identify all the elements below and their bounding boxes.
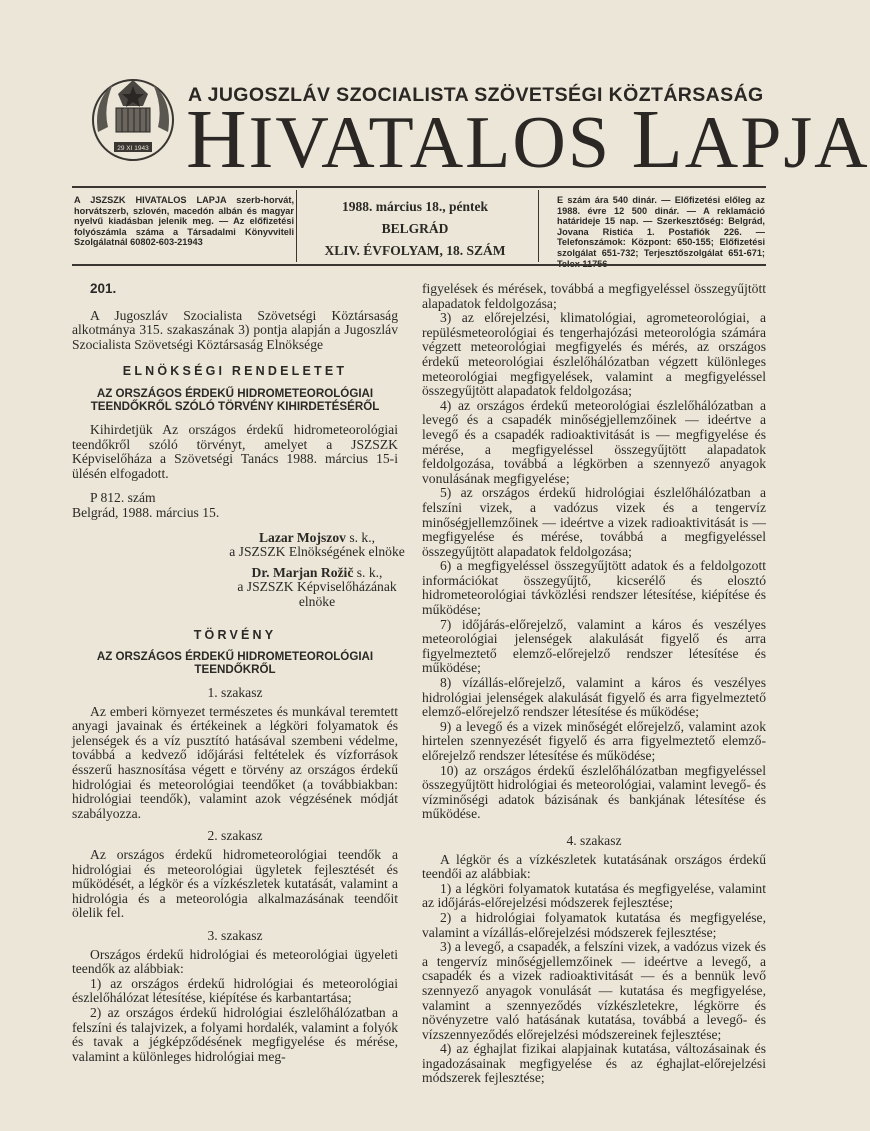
section-4-title: 4. szakasz <box>566 832 622 848</box>
signature-1 <box>222 531 412 560</box>
section-3-item-8: 8) vízállás-előrejelző, valamint a káros és veszélyes hidrológiai jelenségek alakulását figyelő és arra figyelmeztető elemző-előrejelző rendszer létesítése és működése; <box>422 675 766 720</box>
masthead-subtitle: A JUGOSZLÁV SZOCIALISTA SZÖVETSÉGI KÖZTÁRSASÁG <box>188 84 764 106</box>
signature-2 <box>222 566 412 610</box>
price-contact-info: E szám ára 540 dinár. — Előfizetési előleg az 1988. évre 12 500 dinár. — A reklamáció határideje 15 nap. — Szerkesztőség: Belgrád, Jovana Ristića 1. Postafiók 226. — Telefonszámok: Központ: 650-155; Előfizetési szolgálat 651-732; Terjesztőszolgálat 651-671; <box>557 195 765 258</box>
masthead-rule-top <box>72 186 766 188</box>
issue-city: BELGRÁD <box>381 221 449 236</box>
subscription-info: A JSZSZK HIVATALOS LAPJA szerb-horvát, horvátszerb, szlovén, macedón albán és magyar nyelvű kiadásban jelenik meg. — Az előfizetési folyószámla száma a Társadalmi Könyvviteli Szolgálatnál 60802-603-21943 <box>74 195 294 248</box>
issue-volume: XLIV. ÉVFOLYAM, 18. SZÁM <box>324 243 506 258</box>
emblem-date: 29 XI 1943 <box>117 145 149 152</box>
info-divider-right <box>538 190 539 262</box>
section-3-item-2: 2) az országos érdekű hidrológiai észlelőhálózatban a felszíni és talajvizek, a folyami hordalék, valamint a folyók és tavak a jégképződésének megfigyelése és mérése, valamint a különleges hidrológiai meg- <box>72 1004 398 1064</box>
masthead-rule-bottom <box>72 264 766 266</box>
decree-heading: ELNÖKSÉGI RENDELETET <box>122 364 348 379</box>
info-divider-left <box>296 190 297 262</box>
state-emblem-icon <box>88 72 178 164</box>
section-4-item-4: 4) az éghajlat fizikai alapjainak kutatása, változásainak és ingadozásainak megfigyelése és az éghajlat-előrejelzési módszerek fejlesztése; <box>422 1041 766 1086</box>
section-3-item-2-cont: figyelések és mérések, továbbá a megfigyeléssel összegyűjtött alapadatok feldolgozása; <box>422 281 766 311</box>
signature-2-role: a JSZSZK Képviselőházának elnöke <box>237 579 397 609</box>
title-initial-h: H <box>186 93 249 186</box>
signature-1-role: a JSZSZK Elnökségének elnöke <box>229 544 405 560</box>
section-4-item-2: 2) a hidrológiai folyamatok kutatása és megfigyelése, valamint a vízállás-előrejelzési módszerek fejlesztése; <box>422 909 766 940</box>
proclamation-paragraph: Kihirdetjük Az országos érdekű hidrometeorológiai teendőkről szóló törvényt, amelyet a JSZSZK Képviselőháza a Szövetségi Tanács 1988. március 15-i ülésén elfogadott. <box>72 421 398 481</box>
title-initial-l: L <box>631 93 685 186</box>
section-3-item-4: 4) az országos érdekű meteorológiai észlelőhálózatban a levegő és a csapadék minőségjellemzőinek — ideértve a levegő és a csapadék radioaktivitását is — megfigyelése és mérése, a megfigyeléssel összegyűjtött alapadatok feldolgozása, továbbá a légkörben a szennyező anyagok vonulásának megfigyelése; <box>422 397 766 486</box>
section-3-item-5: 5) az országos érdekű hidrológiai észlelőhálózatban a felszíni vizek, a vadózus vizek és a tengervíz minőségjellemzőinek — ideértve a vizek radioaktivitását is — megfigyelése és mérése, továbbá a megfigyeléssel összegyűjtött alapadatok feldolgozása; <box>422 485 766 559</box>
law-title: AZ ORSZÁGOS ÉRDEKŰ HIDROMETEOROLÓGIAI TEENDŐKRŐL <box>96 650 374 677</box>
title-part-1: IVATALOS <box>248 102 632 184</box>
section-3-item-1: 1) az országos érdekű hidrológiai és meteorológiai észlelőhálózat létesítése, kiépítése és karbantartása; <box>72 975 398 1006</box>
reference-number: P 812. szám <box>90 490 156 506</box>
law-heading: TÖRVÉNY <box>193 627 277 642</box>
section-3-title: 3. szakasz <box>207 928 263 943</box>
intro-paragraph: A Jugoszláv Szocialista Szövetségi Köztársaság alkotmánya 315. szakaszának 3) pontja alapján a Jugoszláv Szocialista Szövetségi Köztársaság Elnöksége <box>72 307 398 352</box>
act-number: 201. <box>90 281 117 296</box>
section-4-item-1: 1) a légköri folyamatok kutatása és megfigyelése, valamint az időjárás-előrejelzési módszerek fejlesztése; <box>422 880 766 911</box>
issue-info <box>300 196 530 262</box>
section-1-title: 1. szakasz <box>207 685 263 701</box>
section-4-text: A légkör és a vízkészletek kutatásának országos érdekű teendői az alábbiak: <box>422 851 766 882</box>
section-1-text: Az emberi környezet természetes és munkával teremtett anyagi javainak és értékeinek a légköri folyamatok és jelenségek és a víz pusztító hatásával szembeni védelme, továbbá a kedvező időjárási feltételek és vízforrások ésszerű hasznosítása végett e törvény az országos érdekű hidrológiai és meteorológiai teendőket (a továbbiakban: hidrológiai teendők), valamint azok végzésének módját szabályozza. <box>72 703 398 821</box>
right-column <box>422 282 766 1086</box>
decree-title: AZ ORSZÁGOS ÉRDEKŰ HIDROMETEOROLÓGIAI TEENDŐKRŐL SZÓLÓ TÖRVÉNY KIHIRDETÉSÉRŐL <box>90 386 380 413</box>
section-2-title: 2. szakasz <box>207 828 263 844</box>
section-3-item-9: 9) a levegő és a vizek minőségét előrejelző, valamint azok hirtelen szennyezését figyelő és arra figyelmeztető elemző-előrejelző rendszer létesítése és működése; <box>422 718 766 763</box>
title-part-2: APJA <box>684 102 870 184</box>
section-3-item-7: 7) időjárás-előrejelző, valamint a káros és veszélyes meteorológiai jelenségek alakulását figyelő és arra figyelmeztető elemző-előrejelző rendszer létesítése és működése; <box>422 616 766 676</box>
signature-2-name: Dr. Marjan Rožič <box>251 564 354 580</box>
section-3-text: Országos érdekű hidrológiai és meteorológiai ügyeleti teendők az alábbiak: <box>72 946 398 977</box>
section-4-item-3: 3) a levegő, a csapadék, a felszíni vizek, a vadózus vizek és a tengervíz minőségjellemzőinek — ideértve a levegő, a csapadék és a vizek radioaktivitását — és a bennük levő szennyező anyagok vonulását — kutatása és megfigyelése, valamint a szennyeződés vízkészletekre, légkörre és növényzetre való hatásának kutatása, továbbá a levegő- és vízszennyeződés előrejelzési módszereinek fejlesztése; <box>422 939 766 1042</box>
issue-date: 1988. március 18., péntek <box>341 199 488 214</box>
signature-1-name: Lazar Mojszov <box>258 529 346 545</box>
section-3-item-3: 3) az előrejelzési, klimatológiai, agrometeorológiai, a repülésmeteorológiai és tengerhajózási meteorológia számára végzett meteorológiai megfigyelés és mérés, az országos érdekű meteorológiai észlelőhálózatban végzett különleges meteorológiai megfigyelések, valamint a megfigyeléssel összegyűjtött alapadatok feldolgozása; <box>422 310 766 399</box>
place-date: Belgrád, 1988. március 15. <box>72 504 220 520</box>
section-2-text: Az országos érdekű hidrometeorológiai teendők a hidrológiai és meteorológiai ügyletek fejlesztését és működését, a légkör és a vízkészletek kutatását, valamint a hidrológia és a meteorológia alkalmazásának teendőit ölelik fel. <box>72 847 398 921</box>
section-3-item-6: 6) a megfigyeléssel összegyűjtött adatok és a feldolgozott információkat összegyűjtő, kicserélő és elosztó hidrometeorológiai távközlési rendszer létesítése, kiépítése és működése; <box>422 558 766 618</box>
signature-2-suffix: s. k., <box>353 564 383 580</box>
section-3-item-10: 10) az országos érdekű észlelőhálózatban megfigyeléssel összegyűjtött hidrológiai és meteorológiai, valamint levegő- és vízminőségi adatok bázisának és bankjának létesítése és működése. <box>422 762 766 822</box>
signature-1-suffix: s. k., <box>345 529 376 545</box>
left-column <box>72 281 405 1064</box>
